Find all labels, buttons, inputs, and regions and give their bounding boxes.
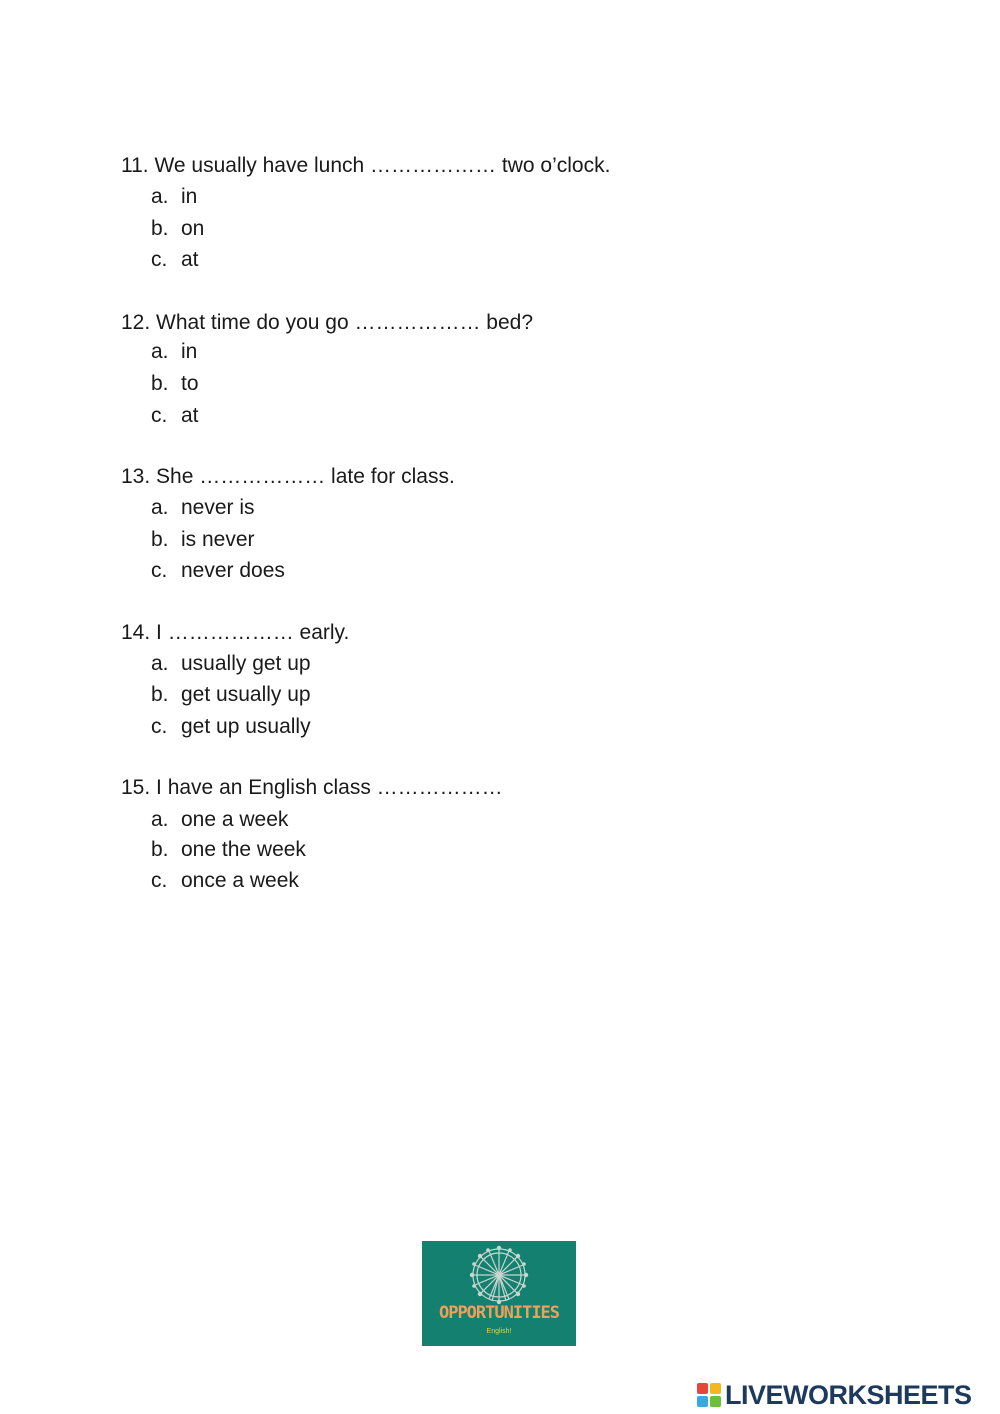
option-letter: a. [151,652,169,675]
brand-block-i [710,1383,721,1394]
option-text: is never [181,528,255,551]
question-15-option-a[interactable] [151,808,288,832]
question-14-option-c[interactable] [151,715,311,739]
option-letter: b. [151,217,169,240]
question-15-option-b[interactable] [151,838,306,862]
question-12-text: 12. What time do you go ……………… bed? [121,311,534,334]
option-letter: a. [151,340,169,363]
question-15-text: 15. I have an English class ……………… [121,776,503,799]
option-letter: a. [151,185,169,208]
question-11-option-a[interactable] [151,185,197,209]
option-text: one a week [181,808,289,831]
option-text: one the week [181,838,306,861]
question-14-option-a[interactable] [151,652,311,676]
question-13-text: 13. She ……………… late for class. [121,465,455,488]
brand-block-l [697,1383,708,1394]
option-letter: c. [151,715,168,738]
logo-subtitle: English! [486,1328,512,1335]
option-letter: b. [151,683,169,706]
option-letter: a. [151,496,169,519]
question-14-option-b[interactable] [151,683,311,707]
question-11-text: 11. We usually have lunch ……………… two o’clock. [121,154,611,177]
option-letter: c. [151,559,168,582]
option-text: get usually up [181,683,311,706]
option-text: never is [181,496,255,519]
brand-blocks-icon [697,1383,721,1407]
question-12-option-a[interactable] [151,340,197,364]
option-letter: b. [151,528,169,551]
question-14-text: 14. I ……………… early. [121,621,350,644]
option-text: get up usually [181,715,311,738]
opportunities-logo [422,1241,576,1346]
option-text: at [181,404,199,427]
option-text: once a week [181,869,299,892]
option-text: on [181,217,205,240]
brand-text: LIVEWORKSHEETS [725,1379,972,1410]
option-text: usually get up [181,652,311,675]
question-11-option-c[interactable] [151,248,199,272]
option-text: in [181,185,198,208]
option-text: in [181,340,198,363]
question-12-option-b[interactable] [151,372,199,396]
question-15-option-c[interactable] [151,869,299,893]
liveworksheets-brand[interactable] [697,1380,972,1410]
question-13-option-a[interactable] [151,496,255,520]
logo-word: OPPORTUNITIES [438,1303,560,1323]
question-13-option-c[interactable] [151,559,285,583]
question-11-option-b[interactable] [151,217,204,241]
option-letter: a. [151,808,169,831]
question-12-option-c[interactable] [151,404,199,428]
option-text: at [181,248,199,271]
option-letter: b. [151,838,169,861]
option-text: to [181,372,199,395]
option-letter: c. [151,869,168,892]
brand-block-e [710,1396,721,1407]
option-letter: c. [151,248,168,271]
brand-block-v [697,1396,708,1407]
question-13-option-b[interactable] [151,528,255,552]
option-letter: b. [151,372,169,395]
option-letter: c. [151,404,168,427]
option-text: never does [181,559,285,582]
